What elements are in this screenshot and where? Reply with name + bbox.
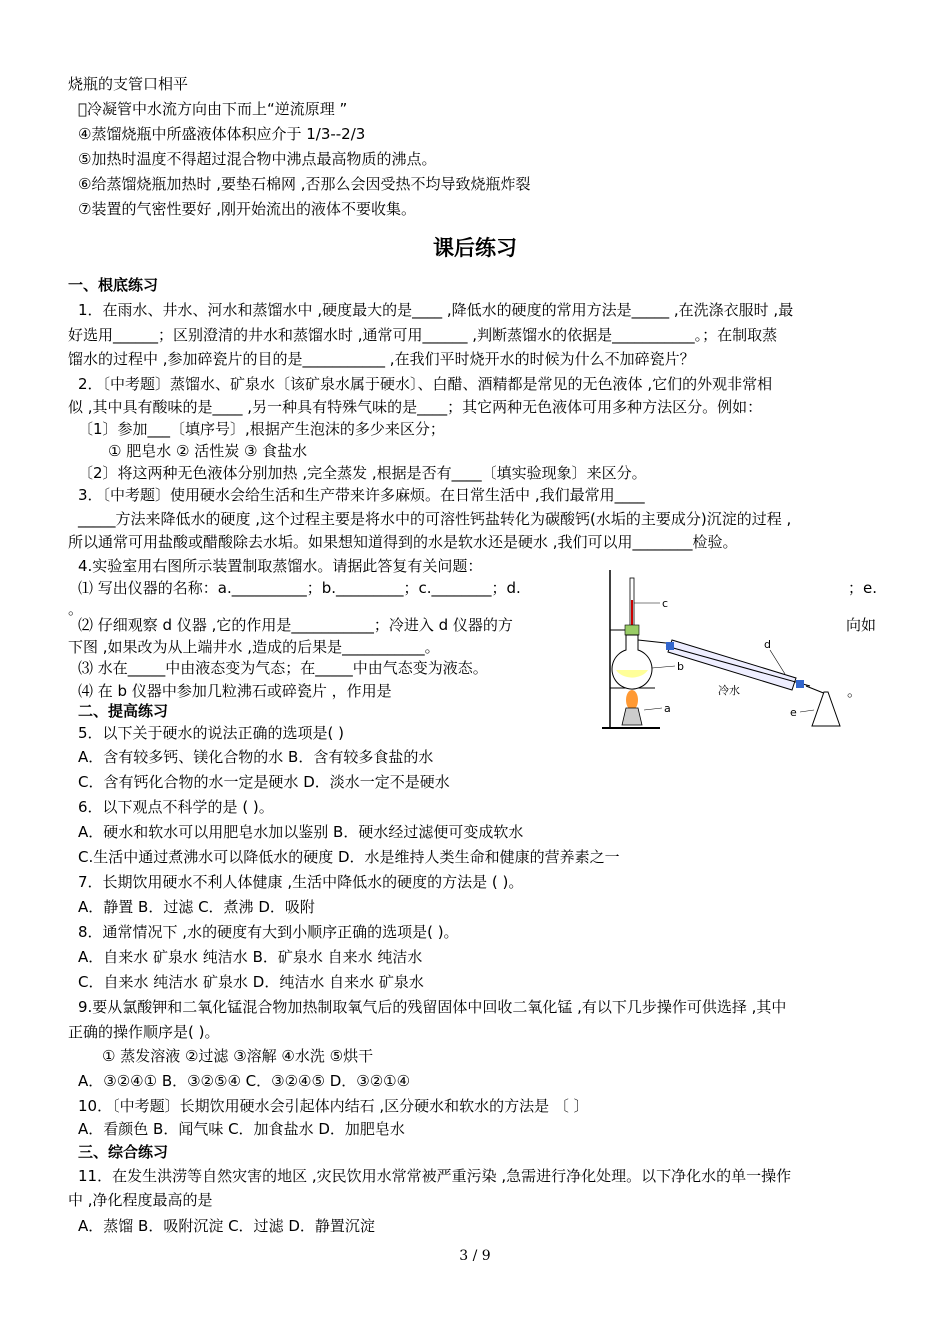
option-line: C．含有钙化合物的水一定是硬水 D．淡水一定不是硬水 — [78, 773, 450, 791]
distillation-apparatus-figure — [600, 570, 860, 730]
question-line: _____方法来降低水的硬度 ,这个过程主要是将水中的可溶性钙盐转化为碳酸钙(水垢的主要成分)沉淀的过程 , — [78, 510, 792, 528]
option-line: C.生活中通过煮沸水可以降低水的硬度 D．水是维持人类生命和健康的营养素之一 — [78, 848, 620, 866]
label-d: d — [764, 638, 771, 651]
question-line: 向如 — [846, 616, 877, 634]
condenser-inlet-plug — [666, 642, 674, 650]
option-line: ① 肥皂水 ② 活性炭 ③ 食盐水 — [108, 442, 308, 460]
label-leader-a — [644, 708, 662, 710]
question-line: 似 ,其中具有酸味的是____ ,另一种具有特殊气味的是____；其它两种无色液体可用多种方法区分。例如： — [68, 398, 763, 416]
option-line: ① 蒸发溶液 ②过滤 ③溶解 ④水洗 ⑤烘干 — [102, 1047, 374, 1065]
question-line: 3．〔中考题〕使用硬水会给生活和生产带来许多麻烦。在日常生活中 ,我们最常用____ — [78, 486, 645, 504]
adapter — [806, 686, 826, 694]
question-line: ⑷ 在 b 仪器中参加几粒沸石或碎瓷片 ，作用是 — [78, 682, 392, 700]
question-line: ⑵ 仔细观察 d 仪器 ,它的作用是___________；冷进入 d 仪器的方 — [78, 616, 513, 634]
section-heading: 二、提高练习 — [78, 702, 169, 720]
question-line: 6．以下观点不科学的是 ( )。 — [78, 798, 274, 816]
stopper — [625, 625, 639, 635]
option-line: A．硬水和软水可以用肥皂水加以鉴别 B．硬水经过滤便可变成软水 — [78, 823, 524, 841]
question-line: ⑴ 写出仪器的名称：a.__________；b._________；c.________；d. — [78, 579, 521, 597]
question-line: 正确的操作顺序是( )。 — [68, 1023, 220, 1041]
label-leader-b — [652, 666, 675, 668]
option-line: A．看颜色 B．闻气味 C．加食盐水 D．加肥皂水 — [78, 1120, 405, 1138]
label-leader-e — [800, 710, 814, 712]
question-line: 。 — [847, 682, 863, 700]
question-line: 4.实验室用右图所示装置制取蒸馏水。请据此答复有关问题： — [78, 557, 483, 575]
question-line: ；e. — [848, 579, 877, 597]
question-line: 2．〔中考题〕蒸馏水、矿泉水〔该矿泉水属于硬水〕、白醋、酒精都是常见的无色液体 ,它们的外观非常相 — [78, 375, 773, 393]
question-line: 所以通常可用盐酸或醋酸除去水垢。如果想知道得到的水是软水还是硬水 ,我们可以用________检验。 — [68, 533, 738, 551]
receiving-flask — [812, 692, 840, 726]
question-line: 〔2〕将这两种无色液体分别加热 ,完全蒸发 ,根据是否有____〔填实验现象〕来区分。 — [78, 464, 647, 482]
question-line: 5．以下关于硬水的说法正确的选项是( ) — [78, 724, 345, 742]
question-line: 1．在雨水、井水、河水和蒸馏水中 ,硬度最大的是____ ,降低水的硬度的常用方法是_____ ,在洗涤衣服时 ,最 — [78, 301, 794, 319]
label-a: a — [664, 702, 671, 715]
question-line: 好选用______；区别澄清的井水和蒸馏水时 ,通常可用______ ,判断蒸馏水的依据是___________。；在制取蒸 — [68, 326, 778, 344]
question-line: 11．在发生洪涝等自然灾害的地区 ,灾民饮用水常常被严重污染 ,急需进行净化处理。以下净化水的单一操作 — [78, 1167, 792, 1185]
option-line: A．③②④① B．③②⑤④ C．③②④⑤ D．③②①④ — [78, 1072, 411, 1090]
note-line: ⑥给蒸馏烧瓶加热时 ,要垫石棉网 ,否那么会因受热不均导致烧瓶炸裂 — [78, 175, 531, 193]
question-line: ⑶ 水在_____中由液态变为气态；在_____中由气态变为液态。 — [78, 659, 488, 677]
flame — [626, 690, 638, 710]
condenser — [668, 640, 796, 690]
section-heading: 三、综合练习 — [78, 1143, 169, 1161]
question-line: 7．长期饮用硬水不利人体健康 ,生活中降低水的硬度的方法是 ( )。 — [78, 873, 524, 891]
condenser-outlet-plug — [796, 680, 804, 688]
option-line: A．静置 B．过滤 C．煮沸 D．吸附 — [78, 898, 315, 916]
inner-tube — [666, 646, 810, 686]
distillation-flask — [612, 635, 652, 689]
option-line: A．自来水 矿泉水 纯洁水 B．矿泉水 自来水 纯洁水 — [78, 948, 423, 966]
label-cold-water: 冷水 — [718, 684, 740, 697]
question-line: 中 ,净化程度最高的是 — [68, 1191, 213, 1209]
label-e: e — [790, 706, 797, 719]
page-title: 课后练习 — [433, 236, 517, 260]
note-line: ④蒸馏烧瓶中所盛液体体积应介于 1/3--2/3 — [78, 125, 366, 143]
question-line: 9.要从氯酸钾和二氧化锰混合物加热制取氧气后的残留固体中回收二氧化锰 ,有以下几步操作可供选择 ,其中 — [78, 998, 787, 1016]
question-line: 〔1〕参加___〔填序号〕,根据产生泡沫的多少来区分； — [78, 420, 445, 438]
question-line: 馏水的过程中 ,参加碎瓷片的目的是___________ ,在我们平时烧开水的时候为什么不加碎瓷片？ — [68, 350, 695, 368]
note-line: 烧瓶的支管口相平 — [68, 75, 189, 93]
question-line: 8．通常情况下 ,水的硬度有大到小顺序正确的选项是( )。 — [78, 923, 459, 941]
question-line: 。 — [68, 600, 84, 618]
option-line: A．蒸馏 B．吸附沉淀 C．过滤 D．静置沉淀 — [78, 1217, 375, 1235]
option-line: A．含有较多钙、镁化合物的水 B．含有较多食盐的水 — [78, 748, 434, 766]
label-c: c — [662, 597, 669, 610]
page-number: 3 / 9 — [459, 1248, 491, 1264]
option-line: C．自来水 纯洁水 矿泉水 D．纯洁水 自来水 矿泉水 — [78, 973, 424, 991]
note-line: ⑤加热时温度不得超过混合物中沸点最高物质的沸点。 — [78, 150, 437, 168]
note-line:  冷凝管中水流方向由下而上“逆流原理 ” — [78, 100, 348, 118]
question-line: 10．〔中考题〕长期饮用硬水会引起体内结石 ,区分硬水和软水的方法是 〔 〕 — [78, 1097, 589, 1115]
section-heading: 一、根底练习 — [68, 276, 159, 294]
note-line: ⑦装置的气密性要好 ,刚开始流出的液体不要收集。 — [78, 200, 416, 218]
question-line: 下图 ,如果改为从上端井水 ,造成的后果是___________。 — [68, 638, 440, 656]
label-b: b — [677, 660, 684, 673]
